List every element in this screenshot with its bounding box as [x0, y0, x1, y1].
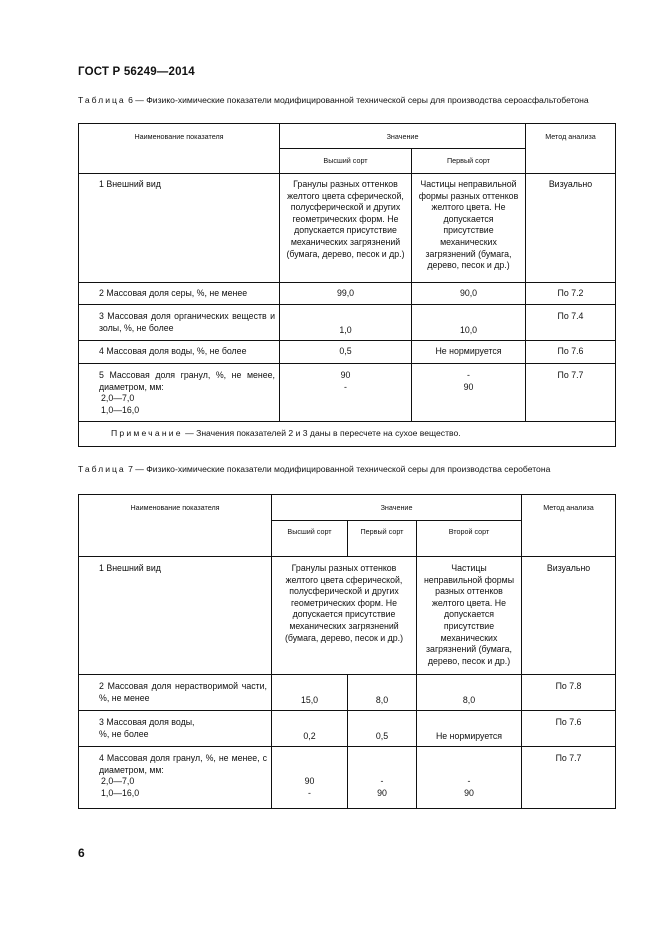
table7-row4-grade3-b: 90	[464, 787, 474, 798]
table7-row4-grade3	[417, 747, 522, 809]
table7-row2-name: 2 Массовая доля нерастворимой части, %, не менее	[79, 675, 272, 711]
table7-caption-number: 7	[128, 464, 133, 474]
table6-caption-label: Таблица	[78, 95, 126, 105]
table6-row4-name: 4 Массовая доля воды, %, не более	[79, 341, 280, 364]
table6-row1-method: Визуально	[526, 174, 616, 283]
table6	[78, 123, 616, 447]
table6-row5-grade1	[280, 364, 412, 422]
table7-row2-grade1: 15,0	[272, 675, 348, 711]
table6-header-value: Значение	[280, 124, 526, 149]
table6-row3-name: 3 Массовая доля органических веществ и золы, %, не более	[79, 305, 280, 341]
table6-note-label: Примечание	[111, 427, 183, 438]
table6-row4-grade2: Не нормируется	[412, 341, 526, 364]
table7-row2-method: По 7.8	[522, 675, 616, 711]
table7-row1-name: 1 Внешний вид	[79, 557, 272, 675]
table7-row4-grade1-a: 90	[304, 776, 315, 786]
table7-row4-method: По 7.7	[522, 747, 616, 809]
table6-row5-grade2-b: 90	[463, 381, 474, 392]
table7-caption-text: — Физико-химические показатели модифицированной технической серы для производства серобетона	[135, 464, 551, 474]
table6-row5-grade1-b: -	[344, 381, 347, 392]
table7-header-grade1: Высший сорт	[272, 521, 348, 557]
table6-header-grade2: Первый сорт	[412, 149, 526, 174]
table7-header-name: Наименование показателя	[79, 495, 272, 557]
table7-row4-grade2-b: 90	[377, 787, 387, 798]
table6-header-method: Метод анализа	[526, 124, 616, 174]
table7-row1-grade12: Гранулы разных оттенков желтого цвета сферической, полусферической и других геометрических форм. Не допускается присутствие механических загрязнений (бумага, дерево, песок и др.)	[272, 557, 417, 675]
table6-caption	[78, 94, 612, 106]
table6-caption-text: — Физико-химические показатели модифицированной технической серы для производства сероасфальтобетона	[135, 95, 589, 105]
table6-row4-grade1: 0,5	[280, 341, 412, 364]
table6-row2-name: 2 Массовая доля серы, %, не менее	[79, 283, 280, 305]
table7-caption-label: Таблица	[78, 464, 126, 474]
table6-header-name: Наименование показателя	[79, 124, 280, 174]
table6-row4-method: По 7.6	[526, 341, 616, 364]
table6-row5-method: По 7.7	[526, 364, 616, 422]
table7-row3-name: 3 Массовая доля воды, %, не более	[79, 711, 272, 747]
table7-row4-grade1-b: -	[308, 787, 311, 798]
table6-row5-grade2-a: -	[467, 370, 470, 380]
table7-row2-grade2: 8,0	[348, 675, 417, 711]
table6-note-text: — Значения показателей 2 и 3 даны в пересчете на сухое вещество.	[185, 427, 461, 438]
table7-row4-sub1: 2,0—7,0	[101, 776, 135, 787]
table7-row4-grade1	[272, 747, 348, 809]
table7-row1-method: Визуально	[522, 557, 616, 675]
table6-row5-sub1: 2,0—7,0	[101, 393, 135, 404]
table6-note	[79, 422, 616, 447]
table6-row5-name	[79, 364, 280, 422]
table6-row3-grade2: 10,0	[412, 305, 526, 341]
table7-row3-grade1: 0,2	[272, 711, 348, 747]
table6-row2-grade2: 90,0	[412, 283, 526, 305]
table7-header-value: Значение	[272, 495, 522, 521]
table7-header-method: Метод анализа	[522, 495, 616, 557]
table7-row4-grade3-a: -	[467, 776, 471, 786]
table6-caption-number: 6	[128, 95, 133, 105]
document-id: ГОСТ Р 56249—2014	[78, 66, 195, 78]
table6-row5-sub2: 1,0—16,0	[101, 404, 140, 415]
table6-row5-label: 5 Массовая доля гранул, %, не менее, диаметром, мм:	[99, 370, 275, 392]
table7-row4-name	[79, 747, 272, 809]
table6-row1-grade2: Частицы неправильной формы разных оттенков желтого цвета. Не допускается присутствие механических загрязнений (бумага, дерево, песок и др.)	[412, 174, 526, 283]
table7-row4-sub2: 1,0—16,0	[101, 787, 140, 798]
table7-row3-method: По 7.6	[522, 711, 616, 747]
table7	[78, 494, 616, 809]
table6-row5-grade2	[412, 364, 526, 422]
table7-row4-grade2-a: -	[380, 776, 384, 786]
table7-header-grade3: Второй сорт	[417, 521, 522, 557]
table7-row2-grade3: 8,0	[417, 675, 522, 711]
table7-row3-grade2: 0,5	[348, 711, 417, 747]
table6-row3-method: По 7.4	[526, 305, 616, 341]
table7-row4-grade2	[348, 747, 417, 809]
table7-row4-label: 4 Массовая доля гранул, %, не менее, с диаметром, мм:	[99, 753, 267, 775]
table7-row3-grade3: Не нормируется	[417, 711, 522, 747]
table6-header-grade1: Высший сорт	[280, 149, 412, 174]
table7-caption	[78, 463, 612, 475]
page-number: 6	[78, 846, 85, 860]
table6-row3-grade1: 1,0	[280, 305, 412, 341]
table6-row2-method: По 7.2	[526, 283, 616, 305]
table7-header-grade2: Первый сорт	[348, 521, 417, 557]
table6-row1-name: 1 Внешний вид	[79, 174, 280, 283]
table6-row2-grade1: 99,0	[280, 283, 412, 305]
table7-row1-grade3: Частицы неправильной формы разных оттенков желтого цвета. Не допускается присутствие механических загрязнений (бумага, дерево, песок и др.)	[417, 557, 522, 675]
table6-row1-grade1: Гранулы разных оттенков желтого цвета сферической, полусферической и других геометрических форм. Не допускается присутствие механических загрязнений (бумага, дерево, песок и др.)	[280, 174, 412, 283]
table6-row5-grade1-a: 90	[340, 370, 351, 380]
